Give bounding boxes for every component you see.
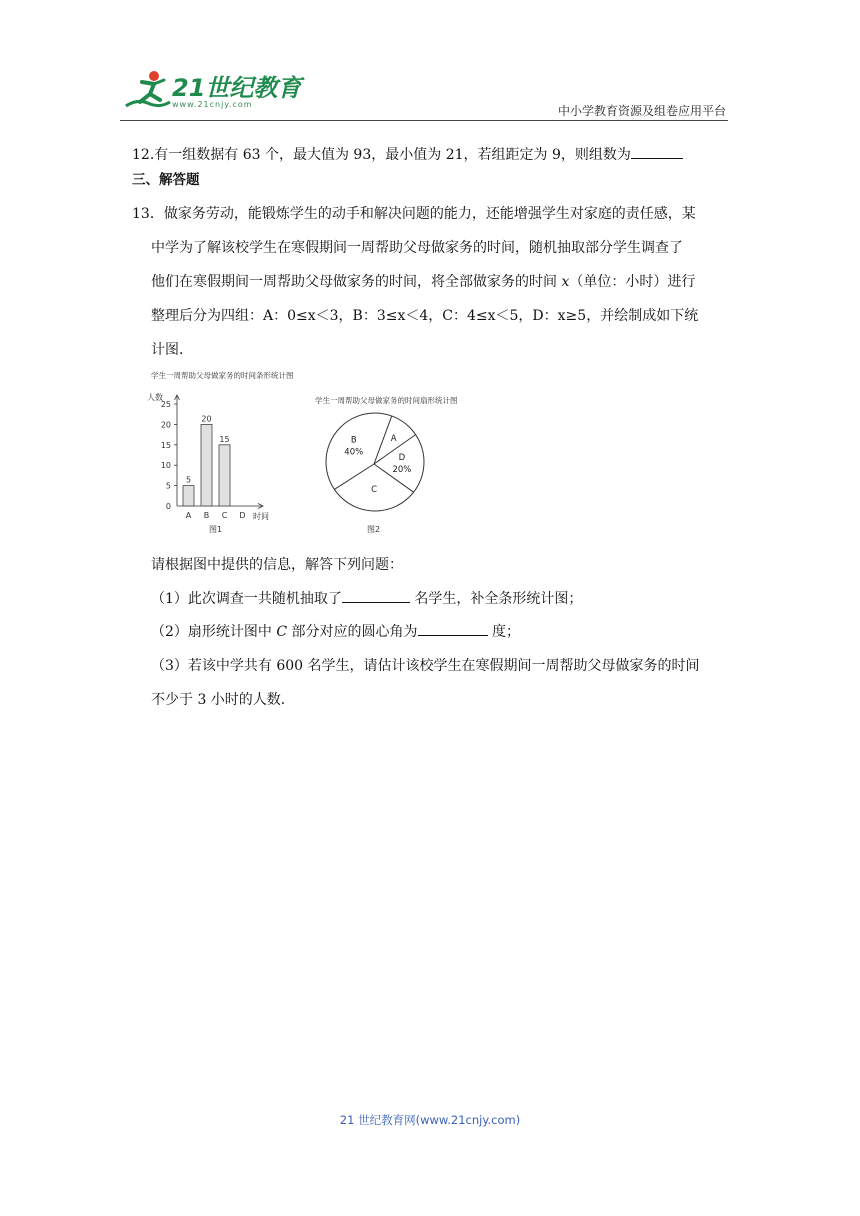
bar-chart-ylabel: 人数: [147, 393, 163, 402]
data-label: 20: [201, 414, 212, 424]
pie-chart: [315, 395, 458, 534]
sub-question-2: （2）扇形统计图中 C 部分对应的圆心角为 度；: [151, 621, 520, 641]
bar-chart-title: 学生一周帮助父母做家务的时间条形统计图: [151, 371, 294, 380]
y-tick-label: 10: [160, 461, 171, 471]
x-tick-label: C: [221, 511, 228, 520]
prompt: 请根据图中提供的信息，解答下列问题：: [151, 557, 403, 573]
answer-blank: [418, 621, 488, 636]
bar-B: [201, 424, 212, 506]
question-13-line-4: 整理后分为四组：A：0≤x＜3，B：3≤x＜4，C：4≤x＜5，D：x≥5，并绘制成如下统: [151, 308, 699, 324]
bar-C: [219, 445, 230, 506]
header-divider: [120, 120, 728, 121]
pie-slice-label-A: A: [390, 434, 397, 445]
y-tick-label: 15: [160, 440, 171, 450]
question-13-line-5: 计图．: [151, 342, 193, 358]
y-tick-label: 5: [165, 481, 171, 491]
y-tick-label: 0: [165, 502, 171, 511]
pie-slice-label-C: C: [371, 484, 378, 495]
question-12-text: 12.有一组数据有 63 个，最大值为 93，最小值为 21，若组距定为 9，则组数为: [132, 147, 631, 163]
x-tick-label: A: [185, 511, 192, 520]
platform-name: 中小学教育资源及组卷应用平台: [557, 104, 726, 118]
data-label: 15: [219, 434, 230, 444]
question-12: [132, 144, 683, 164]
logo-url: www.21cnjy.com: [172, 100, 253, 109]
sub-question-3-line-2: 不少于 3 小时的人数．: [151, 692, 295, 708]
page-footer: 21 世纪教育网(www.21cnjy.com): [339, 1113, 521, 1127]
page-header: [120, 62, 728, 122]
pie-chart-title: 学生一周帮助父母做家务的时间扇形统计图: [315, 396, 458, 405]
bar-chart-caption: 图1: [209, 525, 223, 534]
logo-text: 21世纪教育: [172, 74, 302, 102]
x-axis-label: 时间: [253, 512, 269, 521]
logo: [120, 68, 320, 118]
question-13-line-3: 他们在寒假期间一周帮助父母做家务的时间，将全部做家务的时间 x（单位：小时）进行: [151, 274, 696, 290]
pie-slice-label-B: 40%: [344, 447, 364, 458]
statistics-figures: [145, 366, 505, 536]
pie-slice-label-D: 20%: [392, 464, 412, 475]
y-tick-label: 20: [160, 420, 171, 430]
section-title: 三、解答题: [132, 172, 200, 188]
x-tick-label: D: [239, 511, 246, 520]
data-label: 5: [185, 475, 192, 485]
question-13-line-1: 13．做家务劳动，能锻炼学生的动手和解决问题的能力，还能增强学生对家庭的责任感，某: [132, 206, 696, 222]
answer-blank: [631, 144, 683, 159]
answer-blank: [342, 588, 410, 603]
question-13-line-2: 中学为了解该校学生在寒假期间一周帮助父母做家务的时间，随机抽取部分学生调查了: [151, 240, 683, 256]
bar-axes: [161, 395, 269, 521]
y-tick-label: 25: [160, 400, 171, 409]
pie-chart-caption: 图2: [367, 525, 381, 534]
bar-marks: [183, 414, 230, 506]
pie-slice-label-B: B: [350, 435, 357, 446]
sub-question-3-line-1: （3）若该中学共有 600 名学生，请估计该校学生在寒假期间一周帮助父母做家务的时间: [151, 658, 700, 674]
pie-slice-label-D: D: [398, 452, 406, 463]
runner-logo-icon: [120, 68, 172, 118]
bar-A: [183, 486, 194, 506]
bar-chart: [147, 370, 294, 534]
x-tick-label: B: [203, 511, 210, 520]
sub-question-1: （1）此次调查一共随机抽取了 名学生，补全条形统计图；: [151, 588, 582, 608]
pie-marks: [326, 413, 424, 511]
